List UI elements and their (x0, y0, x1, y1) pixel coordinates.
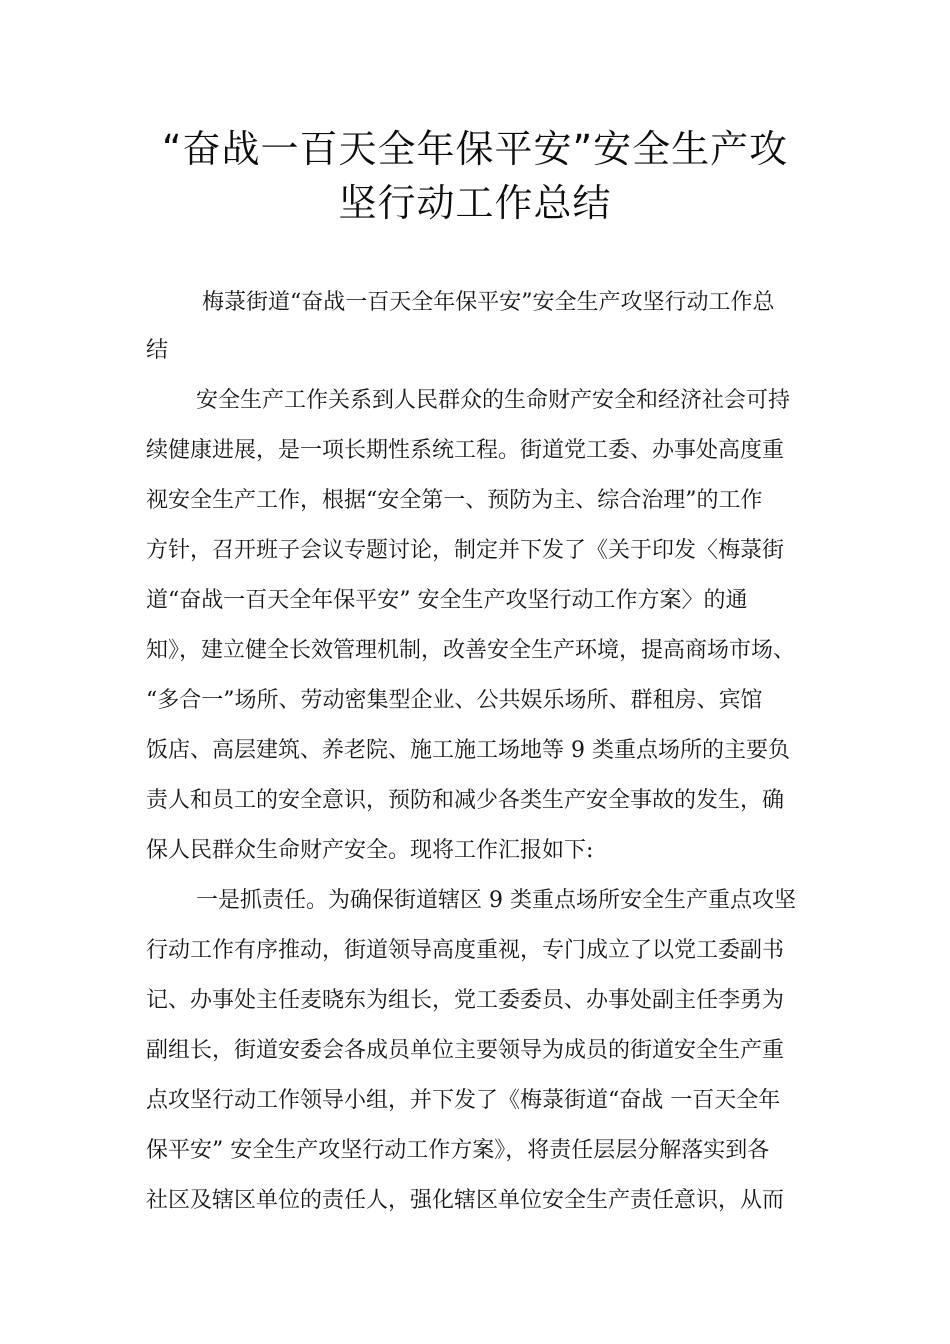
title-line-2: 坚行动工作总结 (338, 181, 612, 225)
paragraph-line: 一是抓责任。为确保街道辖区 9 类重点场所安全生产重点攻坚 (196, 888, 796, 913)
document-title (0, 122, 950, 230)
paragraph-line: 视安全生产工作，根据“安全第一、预防为主、综合治理”的工作 (146, 488, 763, 513)
paragraph-line: 行动工作有序推动，街道领导高度重视，专门成立了以党工委副书 (146, 938, 785, 963)
paragraph-line: 保人民群众生命财产安全。现将工作汇报如下: (146, 838, 594, 863)
paragraph-line: 饭店、高层建筑、养老院、施工施工场地等 9 类重点场所的主要负 (146, 738, 790, 763)
paragraph-line: “多合一”场所、劳动密集型企业、公共娱乐场所、群租房、宾馆 (146, 688, 763, 713)
paragraph-line: 社区及辖区单位的责任人，强化辖区单位安全生产责任意识，从而 (146, 1188, 785, 1213)
paragraph-line: 知》，建立健全长效管理机制，改善安全生产环境，提高商场市场、 (146, 638, 796, 663)
paragraph-line: 记、办事处主任麦晓东为组长，党工委委员、办事处副主任李勇为 (146, 988, 785, 1013)
paragraph-line: 安全生产工作关系到人民群众的生命财产安全和经济社会可持 (196, 388, 791, 413)
paragraph-line: 副组长，街道安委会各成员单位主要领导为成员的街道安全生产重 (146, 1038, 785, 1063)
subtitle-line-1: 梅菉街道“奋战一百天全年保平安”安全生产攻坚行动工作总 (202, 290, 775, 315)
paragraph-line: 保平安” 安全生产攻坚行动工作方案》，将责任层层分解落实到各 (146, 1138, 770, 1163)
title-line-1: “奋战一百天全年保平安”安全生产攻 (161, 127, 789, 171)
paragraph-line: 续健康进展，是一项长期性系统工程。街道党工委、办事处高度重 (146, 438, 785, 463)
paragraph-line: 方针，召开班子会议专题讨论，制定并下发了《关于印发〈梅菉街 (146, 538, 785, 563)
paragraph-line: 责人和员工的安全意识，预防和减少各类生产安全事故的发生，确 (146, 788, 785, 813)
subtitle-line-2: 结 (146, 338, 169, 363)
paragraph-line: 点攻坚行动工作领导小组，并下发了《梅菉街道“奋战 一百天全年 (146, 1088, 781, 1113)
paragraph-line: 道“奋战一百天全年保平安” 安全生产攻坚行动工作方案〉的通 (146, 588, 748, 613)
